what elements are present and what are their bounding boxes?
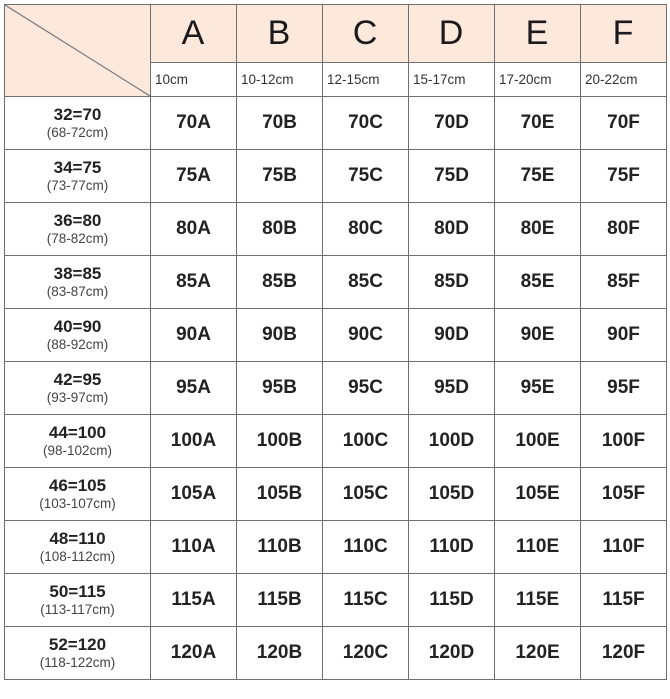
table-row [5, 203, 667, 256]
size-cell: 120B [237, 627, 323, 680]
size-cell: 115F [581, 574, 667, 627]
size-cell: 100D [409, 415, 495, 468]
size-cell: 75F [581, 150, 667, 203]
cup-letter: F [612, 14, 635, 52]
size-cell: 90C [323, 309, 409, 362]
size-cell: 80F [581, 203, 667, 256]
size-cell: 115E [495, 574, 581, 627]
size-cell: 95D [409, 362, 495, 415]
size-cell: 70D [409, 97, 495, 150]
size-cell: 110F [581, 521, 667, 574]
size-cell: 120F [581, 627, 667, 680]
band-size-label: 40=90 [53, 317, 102, 337]
band-size-cell [5, 256, 151, 309]
cup-letter: E [525, 14, 550, 52]
size-cell: 105E [495, 468, 581, 521]
table-row [5, 627, 667, 680]
size-cell: 85E [495, 256, 581, 309]
cup-letter: D [438, 14, 465, 52]
size-cell: 105D [409, 468, 495, 521]
band-size-label: 46=105 [48, 476, 107, 496]
size-cell: 70C [323, 97, 409, 150]
size-cell: 75B [237, 150, 323, 203]
size-cell: 70A [151, 97, 237, 150]
table-row [5, 150, 667, 203]
size-cell: 85B [237, 256, 323, 309]
size-cell: 75A [151, 150, 237, 203]
band-size-label: 52=120 [48, 635, 107, 655]
band-size-label: 34=75 [53, 158, 102, 178]
table-row [5, 521, 667, 574]
band-size-cell [5, 627, 151, 680]
size-cell: 90A [151, 309, 237, 362]
band-size-label: 42=95 [53, 370, 102, 390]
cup-letter: A [181, 14, 206, 52]
cup-difference-cell: 12-15cm [323, 63, 409, 97]
cup-letter: C [352, 14, 379, 52]
size-cell: 110E [495, 521, 581, 574]
size-cell: 80A [151, 203, 237, 256]
cup-header-a [151, 5, 237, 63]
size-cell: 95B [237, 362, 323, 415]
band-size-cell [5, 309, 151, 362]
size-cell: 85A [151, 256, 237, 309]
table-row [5, 574, 667, 627]
size-cell: 75C [323, 150, 409, 203]
size-cell: 85F [581, 256, 667, 309]
band-size-cell [5, 415, 151, 468]
size-cell: 100A [151, 415, 237, 468]
size-cell: 75E [495, 150, 581, 203]
size-cell: 120E [495, 627, 581, 680]
cup-header-d [409, 5, 495, 63]
size-cell: 90B [237, 309, 323, 362]
cup-header-c [323, 5, 409, 63]
band-size-cell [5, 203, 151, 256]
size-cell: 115C [323, 574, 409, 627]
size-cell: 90D [409, 309, 495, 362]
table-row [5, 256, 667, 309]
size-cell: 105F [581, 468, 667, 521]
size-cell: 100B [237, 415, 323, 468]
underbust-range-label: (103-107cm) [39, 496, 116, 512]
underbust-range-label: (83-87cm) [46, 284, 109, 300]
size-cell: 100F [581, 415, 667, 468]
cup-letter-row [5, 5, 667, 63]
underbust-range-label: (73-77cm) [46, 178, 109, 194]
band-size-cell [5, 521, 151, 574]
size-cell: 100C [323, 415, 409, 468]
cup-header-b [237, 5, 323, 63]
size-cell: 95E [495, 362, 581, 415]
bra-size-table [4, 4, 667, 680]
cup-difference-cell: 20-22cm [581, 63, 667, 97]
size-cell: 80E [495, 203, 581, 256]
size-cell: 80C [323, 203, 409, 256]
size-cell: 105B [237, 468, 323, 521]
cup-header-e [495, 5, 581, 63]
band-size-cell [5, 150, 151, 203]
band-size-cell [5, 362, 151, 415]
underbust-range-label: (113-117cm) [40, 602, 115, 618]
band-size-cell [5, 97, 151, 150]
band-size-label: 50=115 [49, 582, 106, 602]
size-cell: 100E [495, 415, 581, 468]
size-cell: 85C [323, 256, 409, 309]
underbust-range-label: (88-92cm) [46, 337, 109, 353]
band-size-label: 32=70 [53, 105, 102, 125]
band-size-label: 38=85 [53, 264, 102, 284]
size-cell: 90E [495, 309, 581, 362]
band-size-label: 44=100 [48, 423, 107, 443]
band-size-label: 36=80 [53, 211, 102, 231]
size-cell: 70B [237, 97, 323, 150]
size-cell: 120C [323, 627, 409, 680]
header-corner-cell [5, 5, 151, 97]
size-cell: 90F [581, 309, 667, 362]
cup-header-f [581, 5, 667, 63]
size-cell: 95F [581, 362, 667, 415]
size-cell: 70F [581, 97, 667, 150]
size-cell: 105A [151, 468, 237, 521]
size-cell: 85D [409, 256, 495, 309]
size-cell: 115A [151, 574, 237, 627]
underbust-range-label: (98-102cm) [42, 443, 113, 459]
band-size-cell [5, 468, 151, 521]
table-row [5, 415, 667, 468]
underbust-range-label: (78-82cm) [46, 231, 109, 247]
corner-diagonal-line [5, 5, 150, 96]
size-cell: 105C [323, 468, 409, 521]
underbust-range-label: (118-122cm) [39, 655, 116, 671]
size-cell: 80D [409, 203, 495, 256]
cup-letter: B [267, 14, 292, 52]
size-cell: 110C [323, 521, 409, 574]
size-cell: 95C [323, 362, 409, 415]
size-cell: 110D [409, 521, 495, 574]
size-cell: 95A [151, 362, 237, 415]
cup-difference-cell: 10cm [151, 63, 237, 97]
size-cell: 70E [495, 97, 581, 150]
band-size-label: 48=110 [49, 529, 106, 549]
table-row [5, 309, 667, 362]
cup-difference-cell: 10-12cm [237, 63, 323, 97]
cup-difference-cell: 15-17cm [409, 63, 495, 97]
size-cell: 110B [237, 521, 323, 574]
size-cell: 115B [237, 574, 323, 627]
size-cell: 120A [151, 627, 237, 680]
underbust-range-label: (93-97cm) [46, 390, 109, 406]
size-cell: 75D [409, 150, 495, 203]
size-cell: 115D [409, 574, 495, 627]
table-row [5, 97, 667, 150]
size-cell: 110A [151, 521, 237, 574]
underbust-range-label: (68-72cm) [46, 125, 109, 141]
cup-difference-cell: 17-20cm [495, 63, 581, 97]
table-row [5, 468, 667, 521]
underbust-range-label: (108-112cm) [39, 549, 116, 565]
size-cell: 80B [237, 203, 323, 256]
band-size-cell [5, 574, 151, 627]
table-row [5, 362, 667, 415]
size-cell: 120D [409, 627, 495, 680]
